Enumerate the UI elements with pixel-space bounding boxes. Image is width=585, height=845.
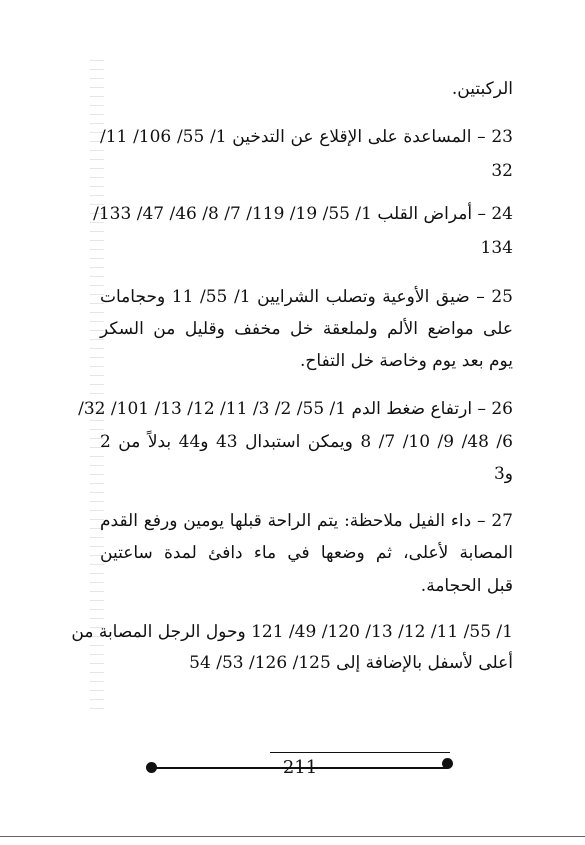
text-line: يوم بعد يوم وخاصة خل التفاح. — [300, 351, 513, 371]
binding-shadow — [90, 60, 104, 710]
page-number: 211 — [282, 757, 318, 778]
text-line: على مواضع الألم ولملعقة خل مخفف وقليل من السكر — [100, 319, 513, 339]
scan-edge — [0, 836, 585, 837]
text-line: 24 – أمراض القلب 1/ 55/ 19/ 119/ 7/ 8/ 46/ 47/ 133/ — [93, 204, 513, 224]
text-line: 6/ 48/ 9/ 10/ 7/ 8 ويمكن استبدال 43 و44 بدلاً من 2 — [100, 432, 513, 452]
text-line: 25 – ضيق الأوعية وتصلب الشرايين 1/ 55/ 11 وحجامات — [100, 287, 513, 307]
text-line: 1/ 55/ 11/ 12/ 13/ 120/ 49/ 121 وحول الرجل المصابة من — [71, 622, 513, 642]
footer-rule-upper — [270, 752, 450, 753]
footer-dot-left — [146, 762, 157, 773]
text-line: 134 — [480, 238, 513, 258]
text-line: و3 — [493, 464, 513, 484]
text-line: 26 – ارتفاع ضغط الدم 1/ 55/ 2/ 3/ 11/ 12/ 13/ 101/ 32/ — [78, 399, 513, 419]
text-line: 23 – المساعدة على الإقلاع عن التدخين 1/ 55/ 106/ 11/ — [100, 127, 513, 147]
text-line: 27 – داء الفيل ملاحظة: يتم الراحة قبلها يومين ورفع القدم — [100, 511, 513, 531]
text-line: 32 — [491, 161, 513, 181]
text-line: الركبتين. — [451, 79, 513, 99]
text-line: أعلى لأسفل بالإضافة إلى 125/ 126/ 53/ 54 — [189, 653, 513, 673]
footer-dot-right — [442, 758, 453, 769]
text-line: المصابة لأعلى، ثم وضعها في ماء دافئ لمدة ساعتين — [100, 543, 513, 563]
text-line: قبل الحجامة. — [420, 576, 513, 596]
